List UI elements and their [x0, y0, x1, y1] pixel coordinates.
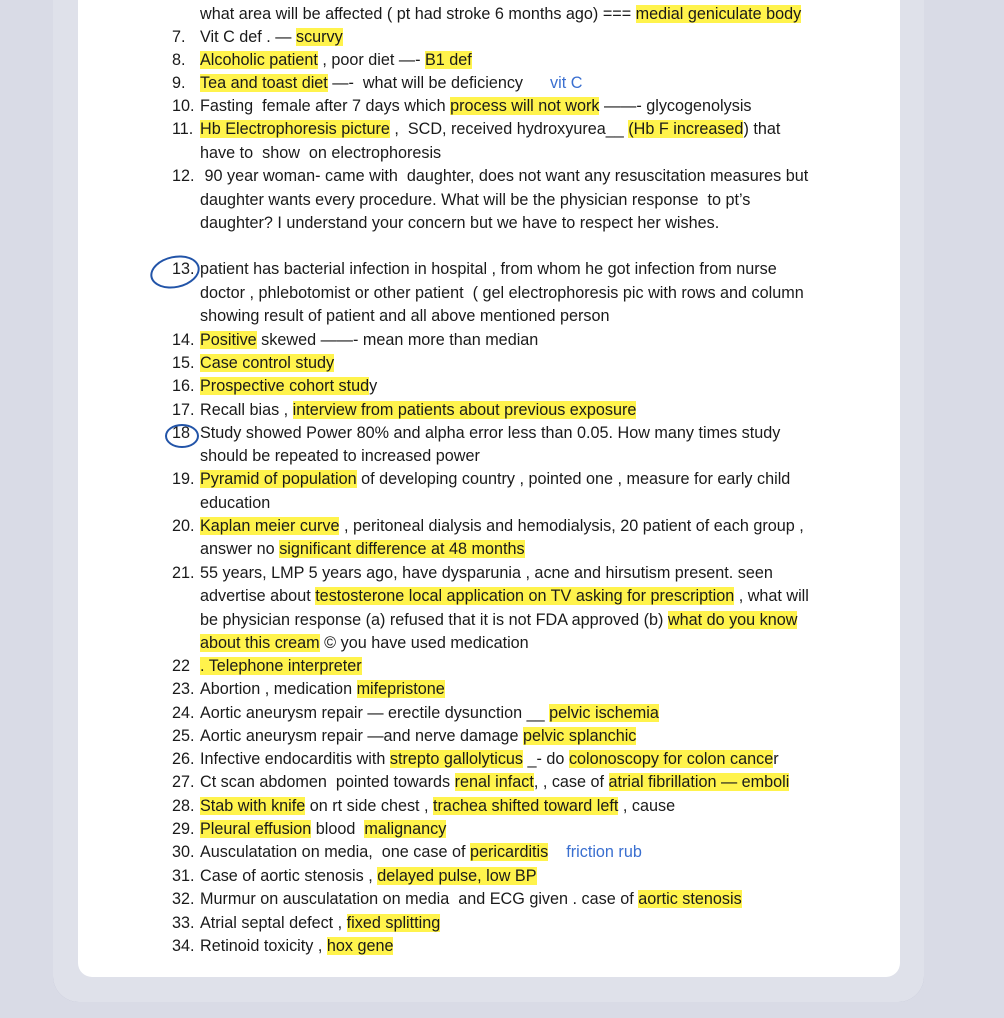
text-segment: Recall bias , — [200, 401, 293, 419]
item-number: 16. — [172, 377, 195, 395]
item-text — [200, 610, 797, 630]
text-segment: , cause — [618, 797, 676, 815]
item-number: 29. — [172, 820, 195, 838]
highlighted-text: Kaplan meier curve — [200, 517, 340, 535]
item-text — [200, 796, 675, 816]
item-number: 31. — [172, 867, 195, 885]
highlighted-text: fixed splitting — [346, 914, 441, 932]
text-segment: —- what will be deficiency — [327, 74, 551, 92]
highlighted-text: Alcoholic patient — [200, 51, 318, 69]
highlighted-text: renal infact — [454, 773, 534, 791]
highlighted-text: delayed pulse, low BP — [377, 867, 537, 885]
item-text — [200, 166, 808, 186]
item-number: 21. — [172, 564, 195, 582]
highlighted-text: (Hb F increased — [628, 120, 744, 138]
item-text — [200, 913, 440, 933]
highlighted-text: pelvic splanchic — [523, 727, 637, 745]
text-segment: r — [773, 750, 779, 768]
item-number: 23. — [172, 680, 195, 698]
item-text — [200, 330, 538, 350]
highlighted-text: mifepristone — [356, 680, 445, 698]
item-text — [200, 749, 779, 769]
highlighted-text: strepto gallolyticus — [389, 750, 524, 768]
highlighted-text: atrial fibrillation — emboli — [608, 773, 790, 791]
item-number: 24. — [172, 704, 195, 722]
handwritten-note: friction rub — [566, 843, 642, 861]
highlighted-text: trachea shifted toward left — [433, 797, 619, 815]
item-text — [200, 866, 537, 886]
item-text — [200, 190, 750, 210]
item-text — [200, 283, 804, 303]
highlighted-text: significant difference at 48 months — [279, 540, 525, 558]
highlighted-text: B1 def — [424, 51, 472, 69]
highlighted-text: Pleural effusion — [200, 820, 312, 838]
highlighted-text: Stab with knife — [200, 797, 306, 815]
text-segment: Aortic aneurysm repair —and nerve damage — [200, 727, 524, 745]
text-segment: © you have used medication — [319, 634, 529, 652]
highlighted-text: about this cream — [200, 634, 320, 652]
text-segment: skewed ——- mean more than median — [256, 331, 539, 349]
highlighted-text: scurvy — [295, 28, 343, 46]
item-text — [200, 143, 441, 163]
item-text — [200, 703, 659, 723]
item-number: 18 — [172, 424, 191, 442]
text-segment: on rt side chest , — [305, 797, 434, 815]
text-segment: advertise about — [200, 587, 316, 605]
highlighted-text: Prospective cohort stud — [200, 377, 370, 395]
item-number: 10. — [172, 97, 195, 115]
item-text — [200, 73, 582, 93]
text-segment: education — [200, 494, 271, 512]
text-segment: Infective endocarditis with — [200, 750, 390, 768]
item-text — [200, 889, 742, 909]
item-text — [200, 446, 480, 466]
item-text — [200, 726, 636, 746]
item-text — [200, 376, 377, 396]
item-text — [200, 819, 446, 839]
text-segment: , SCD, received hydroxyurea__ — [389, 120, 629, 138]
item-text — [200, 259, 777, 279]
item-text — [200, 96, 752, 116]
highlighted-text: what do you know — [667, 611, 798, 629]
text-segment: Vit C def . — — [200, 28, 296, 46]
item-number: 9. — [172, 74, 186, 92]
handwritten-note: vit C — [550, 74, 583, 92]
item-text — [200, 213, 719, 233]
text-segment: , what will — [734, 587, 809, 605]
highlighted-text: malignancy — [364, 820, 447, 838]
item-number: 15. — [172, 354, 195, 372]
item-number: 22 — [172, 657, 191, 675]
item-number: 14. — [172, 331, 195, 349]
pen-circle-18 — [165, 424, 199, 448]
item-text — [200, 656, 362, 676]
text-segment: daughter? I understand your concern but we have to respect her wishes. — [200, 214, 720, 232]
item-text — [200, 772, 789, 792]
item-number: 8. — [172, 51, 186, 69]
highlighted-text: colonoscopy for colon cance — [568, 750, 774, 768]
highlighted-text: medial geniculate body — [635, 5, 802, 23]
highlighted-text: Hb Electrophoresis picture — [200, 120, 390, 138]
item-text — [200, 842, 642, 862]
highlighted-text: Case control study — [200, 354, 335, 372]
text-segment: of developing country , pointed one , measure for early child — [356, 470, 791, 488]
text-segment: , peritoneal dialysis and hemodialysis, 20 patient of each group , — [339, 517, 804, 535]
text-segment: be physician response (a) refused that it is not FDA approved (b) — [200, 611, 668, 629]
item-text — [200, 469, 790, 489]
item-number: 17. — [172, 401, 195, 419]
highlighted-text: testosterone local application on TV asking for prescription — [315, 587, 735, 605]
item-number: 27. — [172, 773, 195, 791]
item-number: 32. — [172, 890, 195, 908]
text-segment: ——- glycogenolysis — [599, 97, 752, 115]
highlighted-text: aortic stenosis — [638, 890, 742, 908]
text-segment: , , case of — [533, 773, 609, 791]
highlighted-text: process will not work — [450, 97, 600, 115]
highlighted-text: . Telephone interpreter — [200, 657, 362, 675]
highlighted-text: Pyramid of population — [200, 470, 357, 488]
text-segment: blood — [311, 820, 365, 838]
item-number: 11. — [172, 120, 194, 138]
text-segment: Atrial septal defect , — [200, 914, 347, 932]
item-number: 19. — [172, 470, 195, 488]
text-segment: Aortic aneurysm repair — erectile dysunction __ — [200, 704, 550, 722]
text-segment: Fasting female after 7 days which — [200, 97, 451, 115]
text-segment: what area will be affected ( pt had stroke 6 months ago) === — [200, 5, 636, 23]
item-text — [200, 539, 525, 559]
item-text — [200, 4, 801, 24]
text-segment: y — [369, 377, 378, 395]
item-number: 30. — [172, 843, 195, 861]
item-number: 25. — [172, 727, 195, 745]
text-segment: Case of aortic stenosis , — [200, 867, 378, 885]
item-text — [200, 563, 773, 583]
text-segment: Retinoid toxicity , — [200, 937, 327, 955]
item-text — [200, 936, 393, 956]
highlighted-text: interview from patients about previous exposure — [292, 401, 637, 419]
item-text — [200, 119, 780, 139]
text-segment: patient has bacterial infection in hospital , from whom he got infection from nurse — [200, 260, 777, 278]
highlighted-text: Positive — [200, 331, 257, 349]
text-segment: answer no — [200, 540, 280, 558]
item-number: 7. — [172, 28, 186, 46]
item-text — [200, 586, 809, 606]
text-segment: , poor diet —- — [317, 51, 425, 69]
item-text — [200, 306, 609, 326]
text-segment: ) that — [743, 120, 781, 138]
item-text — [200, 423, 780, 443]
highlighted-text: pelvic ischemia — [549, 704, 659, 722]
text-segment: should be repeated to increased power — [200, 447, 480, 465]
text-segment: showing result of patient and all above mentioned person — [200, 307, 610, 325]
item-text — [200, 400, 636, 420]
text-segment: have to show on electrophoresis — [200, 144, 442, 162]
item-number: 26. — [172, 750, 195, 768]
item-number: 28. — [172, 797, 195, 815]
text-segment: Abortion , medication — [200, 680, 357, 698]
text-segment: doctor , phlebotomist or other patient ( gel electrophoresis pic with rows and column — [200, 284, 804, 302]
highlighted-text: hox gene — [326, 937, 394, 955]
highlighted-text: pericarditis — [469, 843, 549, 861]
item-number: 13. — [172, 260, 195, 278]
text-segment — [548, 843, 566, 861]
highlighted-text: Tea and toast diet — [200, 74, 328, 92]
item-text — [200, 50, 472, 70]
item-number: 34. — [172, 937, 195, 955]
item-text — [200, 493, 270, 513]
text-segment: Ausculatation on media, one case of — [200, 843, 470, 861]
item-number: 12. — [172, 167, 195, 185]
item-text — [200, 516, 804, 536]
item-text — [200, 679, 445, 699]
text-segment: 55 years, LMP 5 years ago, have dysparunia , acne and hirsutism present. seen — [200, 564, 773, 582]
text-segment: Murmur on ausculatation on media and ECG given . case of — [200, 890, 639, 908]
item-text — [200, 27, 343, 47]
item-text — [200, 633, 529, 653]
item-number: 33. — [172, 914, 195, 932]
text-segment: Ct scan abdomen pointed towards — [200, 773, 455, 791]
text-segment: Study showed Power 80% and alpha error less than 0.05. How many times study — [200, 424, 781, 442]
item-number: 20. — [172, 517, 195, 535]
item-text — [200, 353, 334, 373]
text-segment: 90 year woman- came with daughter, does not want any resuscitation measures but — [200, 167, 809, 185]
text-segment: _- do — [523, 750, 569, 768]
text-segment: daughter wants every procedure. What will be the physician response to pt’s — [200, 191, 751, 209]
